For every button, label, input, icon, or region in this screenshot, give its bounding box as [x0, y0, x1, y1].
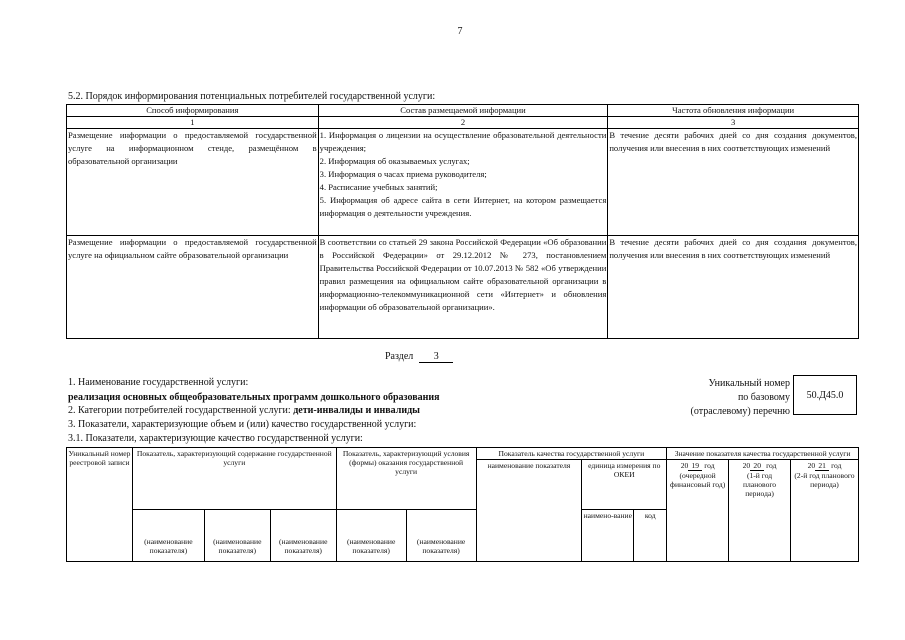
section-label: Раздел: [385, 351, 414, 362]
year-value: 21: [815, 461, 829, 471]
header-unit-code: код: [634, 510, 667, 562]
consumer-categories-label: 2. Категории потребителей государственной услуги:: [68, 405, 294, 416]
consumer-categories-value: дети-инвалиды и инвалиды: [293, 405, 420, 416]
registry-code: 50.Д45.0: [793, 375, 857, 415]
header-frequency: Частота обновления информации: [608, 105, 859, 117]
year-suffix: год: [831, 461, 842, 470]
header-registry: Уникальный номер реестровой записи: [67, 448, 133, 562]
indicator-name-cell: (наименование показателя): [406, 510, 476, 562]
service-name-label: 1. Наименование государственной услуги:: [68, 377, 249, 388]
indicator-name-cell: (наименование показателя): [270, 510, 336, 562]
header-year-2: [729, 460, 791, 562]
table-row: [67, 129, 859, 236]
indicator-name-cell: (наименование показателя): [336, 510, 406, 562]
indicators-label: 3. Показатели, характеризующие объем и (или) качество государственной услуги:: [68, 419, 417, 430]
header-quality: Показатель качества государственной услуги: [476, 448, 667, 460]
header-content: Показатель, характеризующий содержание государственной услуги: [132, 448, 336, 510]
year-prefix: 20: [680, 461, 689, 470]
unique-number-line: по базовому: [737, 392, 790, 403]
year-suffix: год: [704, 461, 715, 470]
year-suffix: год: [766, 461, 777, 470]
year-label: (1-й год планового периода): [742, 471, 777, 498]
quality-table: [66, 447, 859, 562]
header-conditions: Показатель, характеризующий условия (формы) оказания государственной услуги: [336, 448, 476, 510]
section-heading: [385, 351, 453, 363]
method-cell: Размещение информации о предоставляемой государственной услуге на официальном сайте образовательной организации: [67, 236, 319, 339]
column-number: 3: [608, 117, 859, 129]
service-name: реализация основных общеобразовательных программ дошкольного образования: [68, 392, 440, 403]
year-prefix: 20: [742, 461, 751, 470]
content-cell: В соответствии со статьей 29 закона Российской Федерации «Об образовании в Российской Федерации» от 29.12.2012 № 273, постановлением Правительства Российской Федерации от 10.07.2013 № 582 «Об утверждении правил размещения на официальном сайте образовательной организации в информационно-телекоммуникационной сети «Интернет» и обновления информации об образовательной организации».: [318, 236, 608, 339]
consumer-categories: [68, 405, 420, 416]
column-number: 2: [318, 117, 608, 129]
frequency-cell: В течение десяти рабочих дней со дня создания документов, получения или внесения в них соответствующих изменений: [608, 236, 859, 339]
indicator-name-cell: (наименование показателя): [132, 510, 204, 562]
method-cell: Размещение информации о предоставляемой государственной услуге на информационном стенде, размещённом в образовательной организации: [67, 129, 319, 236]
year-value: 20: [750, 461, 764, 471]
year-prefix: 20: [807, 461, 816, 470]
table-row: [67, 236, 859, 339]
section-5-2-title: 5.2. Порядок информирования потенциальных потребителей государственной услуги:: [68, 91, 436, 102]
column-number: 1: [67, 117, 319, 129]
year-value: 19: [688, 461, 702, 471]
quality-indicators-label: 3.1. Показатели, характеризующие качество государственной услуги:: [68, 433, 363, 444]
header-year-1: [667, 460, 729, 562]
header-method: Способ информирования: [67, 105, 319, 117]
content-line: 4. Расписание учебных занятий;: [319, 182, 438, 192]
header-value: Значение показателя качества государственной услуги: [667, 448, 859, 460]
unique-number-line: (отраслевому) перечню: [690, 406, 790, 417]
content-line: 2. Информация об оказываемых услугах;: [319, 156, 470, 166]
unique-number-label: [650, 377, 790, 419]
content-line: 3. Информация о часах приема руководителя;: [319, 169, 487, 179]
header-unit-name: наимено-вание: [582, 510, 634, 562]
header-unit: единица измерения по ОКЕИ: [582, 460, 667, 510]
page-number: 7: [457, 26, 463, 37]
informing-table: [66, 104, 859, 339]
unique-number-line: Уникальный номер: [708, 378, 790, 389]
indicator-name-cell: (наименование показателя): [204, 510, 270, 562]
header-content: Состав размещаемой информации: [318, 105, 608, 117]
section-number: 3: [419, 351, 453, 363]
year-label: (очередной финансовый год): [670, 471, 726, 489]
content-line: 1. Информация о лицензии на осуществление образовательной деятельности учреждения;: [319, 130, 607, 153]
frequency-cell: В течение десяти рабочих дней со дня создания документов, получения или внесения в них соответствующих изменений: [608, 129, 859, 236]
header-year-3: [791, 460, 859, 562]
content-line: 5. Информация об адресе сайта в сети Интернет, на котором размещается информация о деятельности учреждения.: [319, 195, 607, 218]
header-indicator-name: наименование показателя: [476, 460, 582, 562]
year-label: (2-й год планового периода): [794, 471, 855, 489]
content-cell: [318, 129, 608, 236]
